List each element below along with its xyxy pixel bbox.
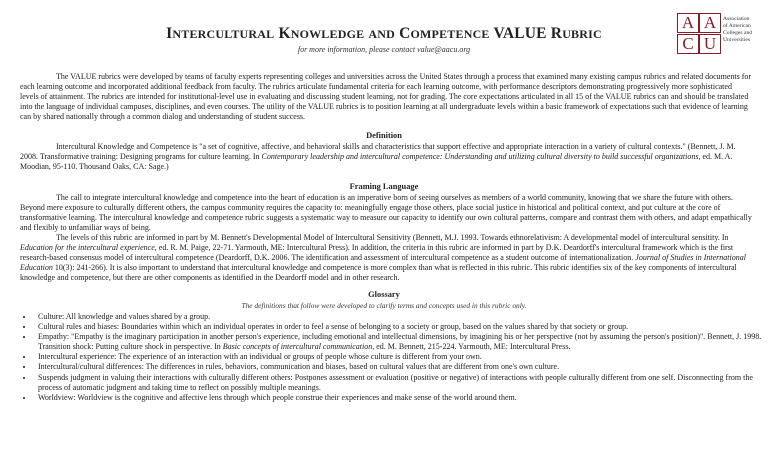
framing-heading: Framing Language <box>349 182 419 191</box>
definition-paragraph: Intercultural Knowledge and Competence is "a set of cognitive, affective, and behavioral skills and characteristics that support effective and appropriate interaction in a variety of cultural contexts." (Bennett, J. M. 2008. Transformative training: Designing programs for culture learning. In Contemporary leadership and intercultural competence: Understanding and utilizing cultural diversity to build successful organizations, ed. M. A. Moodian, 95-110. Thousand Oaks, CA: Sage.) <box>20 142 736 171</box>
glossary-heading: Glossary <box>368 290 400 299</box>
glossary-item: • Worldview: Worldview is the cognitive and affective lens through which people construe their experiences and make sense of the world around them. <box>34 393 764 403</box>
definition-heading: Definition <box>366 131 402 140</box>
logo-letter-u: U <box>699 34 721 54</box>
glossary-item: • Suspends judgment in valuing their interactions with culturally different others: Postpones assessment or evaluation (positive or negative) of interactions with people culturally different from one self. Disconnecting from the process of automatic judgment and taking time to reflect on possibly multiple meanings. <box>34 373 764 393</box>
page-title: INTERCULTURAL KNOWLEDGE AND COMPETENCE VALUE RUBRIC <box>166 25 602 42</box>
logo-letter-c: C <box>677 34 699 54</box>
logo-letter-a1: A <box>677 13 699 33</box>
glossary-item: • Empathy: "Empathy is the imaginary participation in another person's experience, including emotional and intellectual dimensions, by imagining his or her perspective (not by assuming the person's position)". Bennett, J. 1998. Transition shock: Putting culture shock in perspective. In Basic concepts of intercultural communication, ed. M. Bennett, 215-224. Yarmouth, ME: Intercultural Press. <box>34 332 764 352</box>
framing-paragraph-2: The levels of this rubric are informed in part by M. Bennett's Developmental Model of Intercultural Sensitivity (Bennett, M.J. 1993. Towards ethnorelativism: A developmental model of intercultural sensitity. In Education for the intercultural experience, ed. R. M. Paige, 22-71. Yarmouth, ME: Intercultural Press). In addition, the criteria in this rubric are informed in part by D.K. Deardorff's intercultural framework which is the first research-based consensus model of intercultural competence (Deardorff, D.K. 2006. The identification and assessment of intercultural competence as a student outcome of internationalization. Journal of Studies in International Education 10(3): 241-266). It is also important to understand that intercultural knowledge and competence is more complex than what is reflected in this rubric. This rubric identifies six of the key components of intercultural knowledge and competence, but there are other components as identified in the Deardorff model and in other research. <box>20 233 746 282</box>
framing-paragraph-1: The call to integrate intercultural knowledge and competence into the heart of education is an imperative born of seeing ourselves as members of a world community, knowing that we share the future with others. Beyond mere exposure to culturally different others, the campus community requires the capacity to: meaningfully engage those others, place social justice in historical and political context, and put culture at the core of transformative learning. The intercultural knowledge and competence rubric suggests a systematic way to measure our capacity to identify our own cultural patterns, compare and contrast them with others, and adapt empathically and flexibly to unfamiliar ways of being. <box>20 193 752 232</box>
aacu-logo <box>675 13 753 59</box>
glossary-item: • Intercultural/cultural differences: The differences in rules, behaviors, communication and biases, based on cultural values that are different from one's own culture. <box>34 362 764 372</box>
logo-text: Association of American Colleges and Universities <box>723 16 753 43</box>
glossary-item: • Culture: All knowledge and values shared by a group. <box>34 312 764 322</box>
glossary-note: The definitions that follow were developed to clarify terms and concepts used in this rubric only. <box>241 301 527 310</box>
glossary-item: • Cultural rules and biases: Boundaries within which an individual operates in order to feel a sense of belonging to a society or group, based on the values shared by that society or group. <box>34 322 764 332</box>
logo-letter-a2: A <box>699 13 721 33</box>
glossary-list <box>20 312 764 403</box>
glossary-item: • Intercultural experience: The experience of an interaction with an individual or groups of people whose culture is different from your own. <box>34 352 764 362</box>
intro-paragraph: The VALUE rubrics were developed by teams of faculty experts representing colleges and universities across the United States through a process that examined many existing campus rubrics and related documents for each learning outcome and incorporated additional feedback from faculty. The rubrics articulate fundamental criteria for each learning outcome, with performance descriptors demonstrating progressively more sophisticated levels of attainment. The rubrics are intended for institutional-level use in evaluating and discussing student learning, not for grading. The core expectations articulated in all 15 of the VALUE rubrics can and should be translated into the language of individual campuses, disciplines, and even courses. The utility of the VALUE rubrics is to position learning at all undergraduate levels within a basic framework of expectations such that evidence of learning can by shared nationally through a common dialog and understanding of student success. <box>20 72 752 121</box>
contact-subtitle: for more information, please contact value@aacu.org <box>297 45 471 54</box>
